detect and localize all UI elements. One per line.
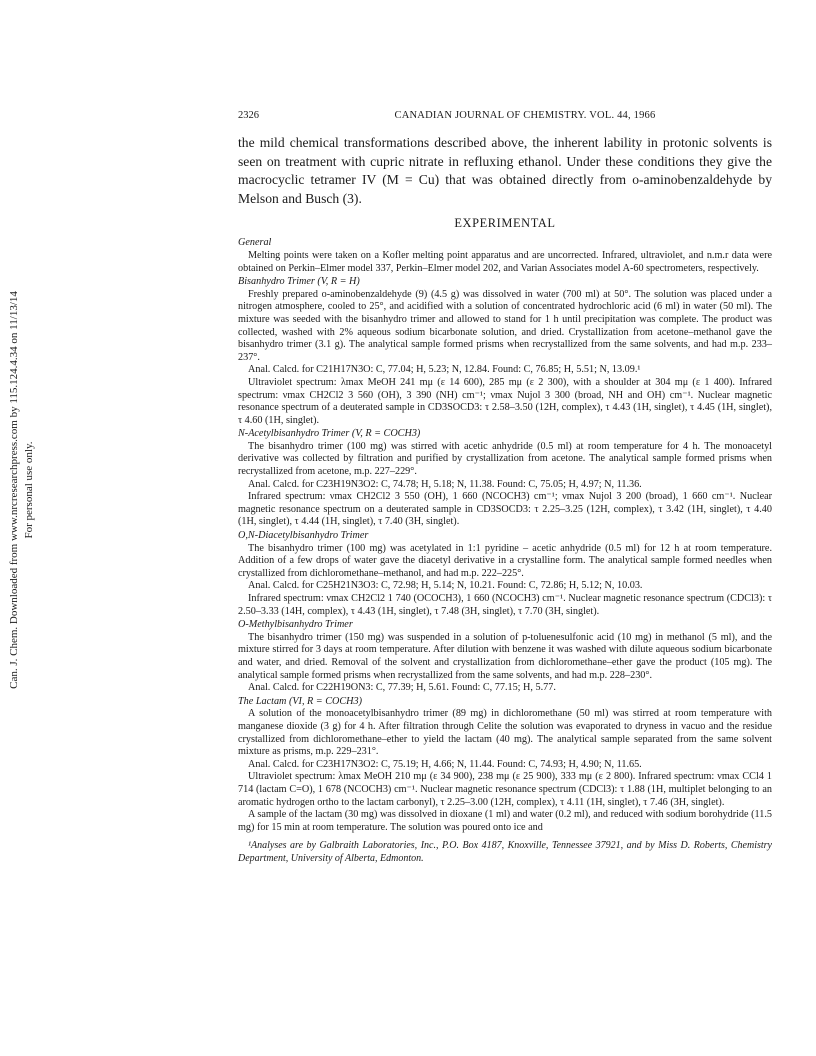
watermark-line-1: Can. J. Chem. Downloaded from www.nrcresearchpress.com by 115.124.4.34 on 11/13/14 xyxy=(8,291,20,689)
paragraph: Freshly prepared o-aminobenzaldehyde (9) (4.5 g) was dissolved in water (700 ml) at 50°. The solution was placed under a nitrogen atmosphere, cooled to 25°, and acidified with a solution of concentrated hydrochloric acid (6 ml) in water (50 ml). The mixture was seeded with the bisanhydro trimer and allowed to stand for 1 h until precipitation was complete. The product was collected, washed with 2% aqueous sodium bicarbonate solution, and dried. Crystallization from acetone–methanol gave the bisanhydro trimer (3.1 g). The analytical sample formed prisms when recrystallized from the same solvents, and had m.p. 233–237°. xyxy=(238,288,772,363)
subsection-heading: The Lactam (VI, R = COCH3) xyxy=(238,695,363,707)
paragraph: A solution of the monoacetylbisanhydro trimer (89 mg) in dichloromethane (50 ml) was stirred at room temperature with manganese dioxide (3 g) for 4 h. After filtration through Celite the solution was evaporated to dryness in vacuo and the residue crystallized from dichloromethane–ether to yield the lactam (40 mg). The analytical sample separated from the same solvent mixture as prisms, m.p. 229–231°. xyxy=(238,708,772,758)
page-number: 2326 xyxy=(238,110,259,121)
subsection-heading: General xyxy=(238,237,272,249)
paragraph: The bisanhydro trimer (100 mg) was acetylated in 1:1 pyridine – acetic anhydride (0.5 ml) for 12 h at room temperature. Addition of a few drops of water gave the diacetyl derivative in a crystalline form. The analytical sample formed needles when crystallized from dichloromethane–methanol, and had m.p. 222–225°. xyxy=(238,542,772,579)
paragraph: The bisanhydro trimer (150 mg) was suspended in a solution of p-toluenesulfonic acid (10 mg) in methanol (5 ml), and the mixture stirred for 3 days at room temperature. After dilution with benzene it was washed with dilute aqueous sodium bicarbonate and water, and dried. Removal of the solvent and crystallization from dichloromethane–ether gave the product (105 mg). The analytical sample formed prisms when recrystallized from the same solvents, and had m.p. 228–230°. xyxy=(238,631,772,681)
intro-paragraph: the mild chemical transformations described above, the inherent lability in protonic solvents is seen on treatment with cupric nitrate in refluxing ethanol. Under these conditions they give the macrocyclic tetramer IV (M = Cu) that was obtained directly from o-aminobenzaldehyde by Melson and Busch (3). xyxy=(238,135,772,206)
watermark-line-2: For personal use only. xyxy=(23,441,35,539)
paragraph: Melting points were taken on a Kofler melting point apparatus and are uncorrected. Infrared, ultraviolet, and n.m.r data were obtained on Perkin–Elmer model 337, Perkin–Elmer model 202, and Varian Associates model A-60 spectrometers, respectively. xyxy=(238,249,772,274)
paragraph: Anal. Calcd. for C22H19ON3: C, 77.39; H, 5.61. Found: C, 77.15; H, 5.77. xyxy=(248,682,556,694)
journal-title: CANADIAN JOURNAL OF CHEMISTRY. VOL. 44, 1966 xyxy=(394,110,656,121)
subsection-heading: O-Methylbisanhydro Trimer xyxy=(238,619,353,631)
page-body xyxy=(238,110,772,865)
paragraph: Anal. Calcd. for C23H19N3O2: C, 74.78; H, 5.18; N, 11.38. Found: C, 75.05; H, 4.97; N, 11.36. xyxy=(248,478,642,490)
subsection-heading: Bisanhydro Trimer (V, R = H) xyxy=(238,276,360,288)
section-title: EXPERIMENTAL xyxy=(454,216,556,231)
footnote: ¹Analyses are by Galbraith Laboratories, Inc., P.O. Box 4187, Knoxville, Tennessee 37921, and by Miss D. Roberts, Chemistry Department, University of Alberta, Edmonton. xyxy=(238,840,772,864)
subsection-heading: N-Acetylbisanhydro Trimer (V, R = COCH3) xyxy=(238,428,421,440)
paragraph: Infrared spectrum: νmax CH2Cl2 3 550 (OH), 1 660 (NCOCH3) cm⁻¹; νmax Nujol 3 200 (broad), 1 660 cm⁻¹. Nuclear magnetic resonance spectrum on a deuterated sample in CD3SOCD3: τ 2.25–3.25 (12H, complex), τ 3.42 (1H, singlet), τ 4.40 (1H, singlet), τ 4.44 (1H, singlet), τ 7.40 (3H, singlet). xyxy=(238,491,772,528)
paragraph: The bisanhydro trimer (100 mg) was stirred with acetic anhydride (0.5 ml) at room temperature for 4 h. The monoacetyl derivative was collected by filtration and purified by crystallization from acetone. The analytical sample formed prisms when recrystallized from acetone, m.p. 227–229°. xyxy=(238,440,772,478)
paragraph: Ultraviolet spectrum: λmax MeOH 210 mμ (ε 34 900), 238 mμ (ε 25 900), 333 mμ (ε 2 800). Infrared spectrum: νmax CCl4 1 714 (lactam C=O), 1 678 (NCOCH3) cm⁻¹. Nuclear magnetic resonance spectrum (CDCl3): τ 1.88 (1H, multiplet belonging to an aromatic hydrogen ortho to the lactam carbonyl), τ 2.25–3.00 (12H, complex), τ 4.11 (1H, singlet), τ 7.46 (3H, singlet). xyxy=(238,771,772,808)
experimental-body xyxy=(238,237,772,834)
paragraph: Ultraviolet spectrum: λmax MeOH 241 mμ (ε 14 600), 285 mμ (ε 2 300), with a shoulder at 304 mμ (ε 1 400). Infrared spectrum: νmax CH2Cl2 3 560 (OH), 3 390 (NH) cm⁻¹; νmax Nujol 3 300 (broad, NH and OH) cm⁻¹. Nuclear magnetic resonance spectrum of a deuterated sample in CD3SOCD3: τ 2.58–3.50 (12H, complex), τ 4.43 (1H, singlet), τ 4.45 (1H, singlet), τ 4.60 (1H, singlet). xyxy=(238,376,772,426)
paragraph: Anal. Calcd. for C25H21N3O3: C, 72.98; H, 5.14; N, 10.21. Found: C, 72.86; H, 5.12; N, 10.03. xyxy=(248,580,643,592)
paragraph: A sample of the lactam (30 mg) was dissolved in dioxane (1 ml) and water (0.2 ml), and reduced with sodium borohydride (11.5 mg) for 15 min at room temperature. The solution was poured onto ice and xyxy=(238,809,772,833)
paragraph: Anal. Calcd. for C21H17N3O: C, 77.04; H, 5.23; N, 12.84. Found: C, 76.85; H, 5.51; N, 13.09.¹ xyxy=(248,364,641,376)
download-watermark xyxy=(2,240,42,740)
running-head xyxy=(238,110,772,121)
paragraph: Anal. Calcd. for C23H17N3O2: C, 75.19; H, 4.66; N, 11.44. Found: C, 74.93; H, 4.90; N, 11.65. xyxy=(248,758,642,770)
watermark-text xyxy=(7,291,37,689)
paragraph: Infrared spectrum: νmax CH2Cl2 1 740 (OCOCH3), 1 660 (NCOCH3) cm⁻¹. Nuclear magnetic resonance spectrum (CDCl3): τ 2.50–3.33 (14H, complex), τ 4.43 (1H, singlet), τ 7.48 (3H, singlet), τ 7.70 (3H, singlet). xyxy=(238,593,772,617)
subsection-heading: O,N-Diacetylbisanhydro Trimer xyxy=(238,530,369,542)
